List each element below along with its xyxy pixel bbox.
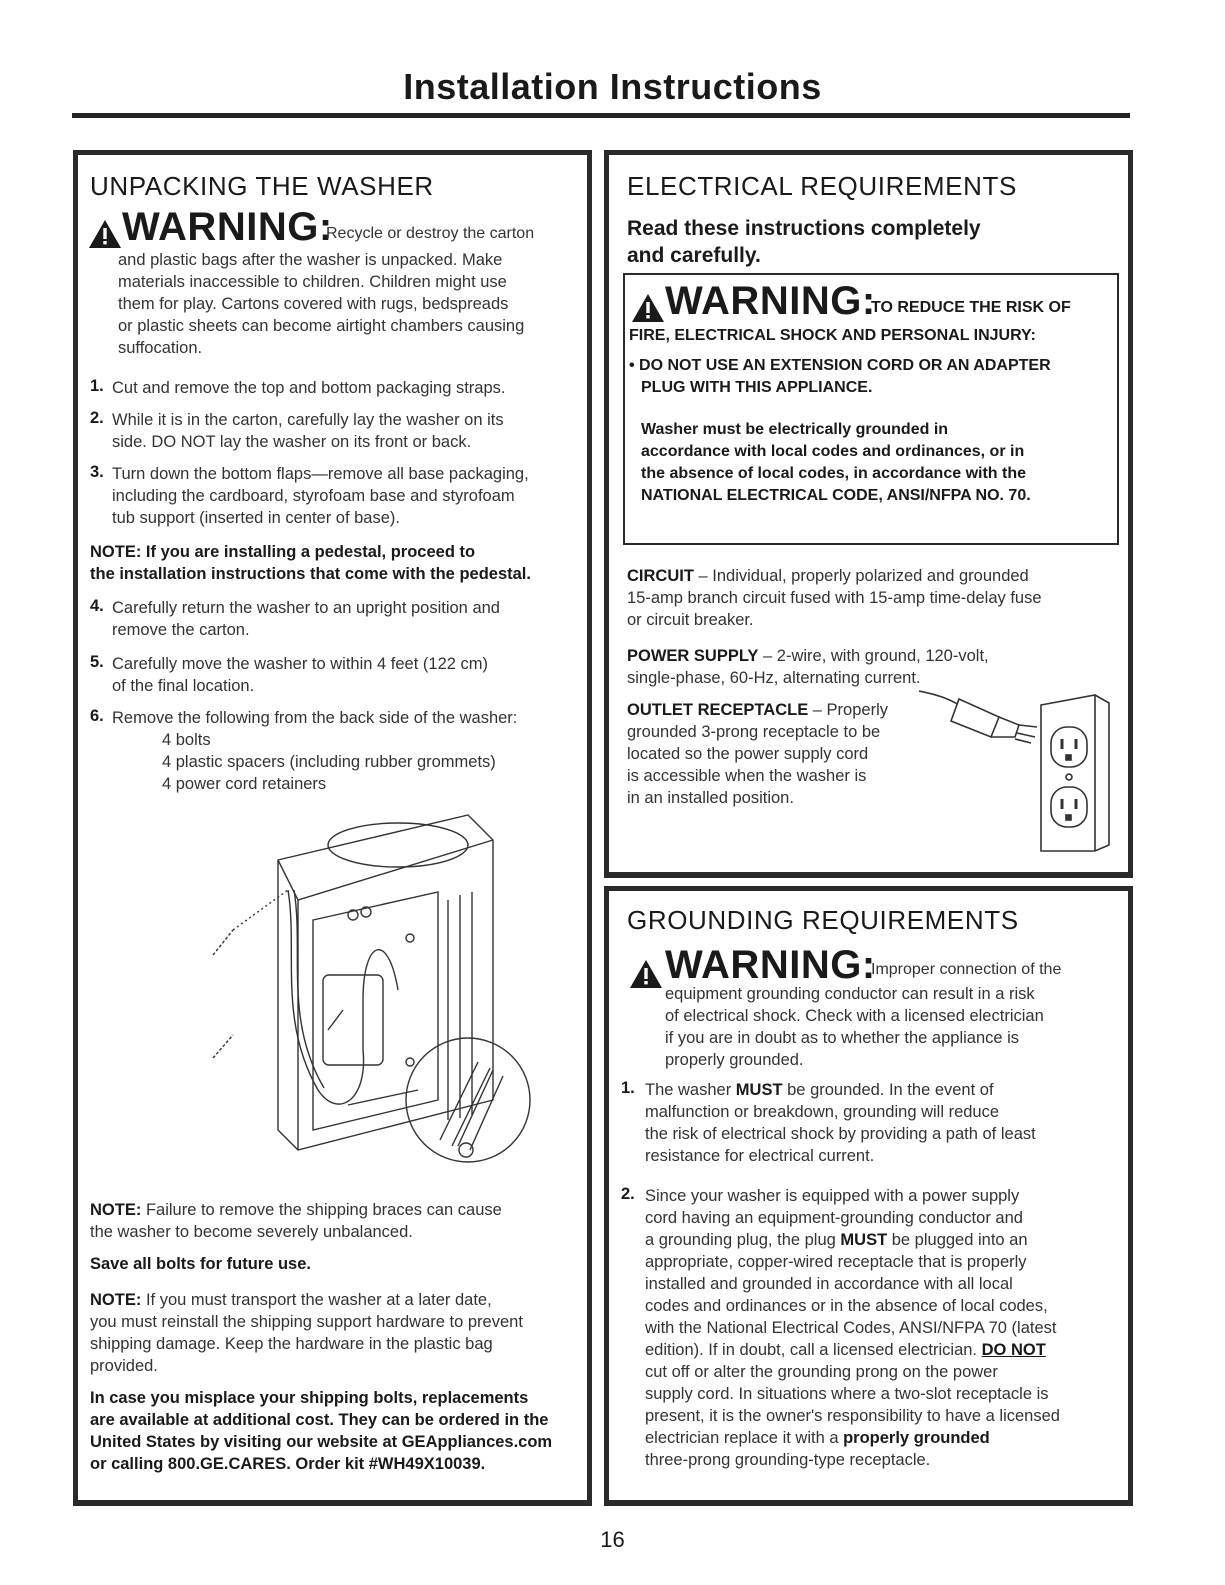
warning-triangle-icon [88, 219, 122, 249]
step-number: 2. [621, 1185, 635, 1203]
step-text: While it is in the carton, carefully lay the washer on its side. DO NOT lay the washer on its front or back. [112, 411, 504, 451]
page-title: Installation Instructions [403, 66, 822, 107]
unpacking-warning-word: WARNING: [122, 205, 333, 249]
save-bolts-note: Save all bolts for future use. [90, 1255, 311, 1273]
step-number: 3. [90, 463, 104, 481]
grounding-warning-word: WARNING: [665, 943, 876, 987]
washer-back-illustration [148, 800, 548, 1200]
warning-triangle-icon [631, 293, 665, 323]
warning-triangle-icon [629, 959, 663, 989]
extension-cord-warning: • DO NOT USE AN EXTENSION CORD OR AN ADAPTER PLUG WITH THIS APPLIANCE. [629, 357, 1051, 396]
electrical-heading: ELECTRICAL REQUIREMENTS [627, 171, 1017, 201]
note-transport: NOTE: If you must transport the washer at a later date, you must reinstall the shipping support hardware to prevent shipping damage. Keep the hardware in the plastic bag provided. [90, 1291, 523, 1375]
step-number: 1. [621, 1079, 635, 1097]
step-number: 2. [90, 409, 104, 427]
step-text: Carefully move the washer to within 4 feet (122 cm) of the final location. [112, 655, 488, 695]
circuit-spec: CIRCUIT – Individual, properly polarized and grounded 15-amp branch circuit fused with 15-amp time-delay fuse or circuit breaker. [627, 567, 1042, 629]
electrical-warning-word: WARNING: [665, 279, 876, 323]
grounding-step-1: The washer MUST be grounded. In the event of malfunction or breakdown, grounding will reduce the risk of electrical shock by providing a path of least resistance for electrical current. [645, 1081, 1036, 1165]
grounding-warning-text: equipment grounding conductor can result in a risk of electrical shock. Check with a licensed electrician if you are in doubt as to whether the appliance is properly grounded. [665, 985, 1044, 1069]
step-number: 4. [90, 597, 104, 615]
step-number: 6. [90, 707, 104, 725]
outlet-receptacle-spec: OUTLET RECEPTACLE – Properly grounded 3-prong receptacle to be located so the power supply cord is accessible when the washer is in an installed position. [627, 701, 888, 807]
note-pedestal: NOTE: If you are installing a pedestal, proceed to the installation instructions that come with the pedestal. [90, 543, 531, 583]
electrical-warning-box [623, 273, 1119, 545]
electrical-section [604, 150, 1133, 878]
unpacking-warning-text: and plastic bags after the washer is unpacked. Make materials inaccessible to children. Children might use them for play. Cartons covered with rugs, bedspreads or plastic sheets can become airtight chambers causing suffocation. [118, 251, 525, 357]
power-supply-spec: POWER SUPPLY – 2-wire, with ground, 120-volt, single-phase, 60-Hz, alternating current. [627, 647, 989, 687]
step-text: Cut and remove the top and bottom packaging straps. [112, 379, 506, 397]
grounding-step-2: Since your washer is equipped with a power supply cord having an equipment-grounding conductor and a grounding plug, the plug MUST be plugged into an appropriate, copper-wired receptacle that is properly installed and grounded in accordance with all local codes and ordinances or in the absence of local codes, with the National Electrical Codes, ANSI/NFPA 70 (latest edition). If in doubt, call a licensed electrician. DO NOT cut off or alter the grounding prong on the power supply cord. In situations where a two-slot receptacle is present, it is the owner's responsibility to have a licensed electrician replace it with a properly grounded three-prong grounding-type receptacle. [645, 1187, 1060, 1469]
remove-items-list: 4 bolts 4 plastic spacers (including rubber grommets) 4 power cord retainers [162, 731, 496, 793]
page-number: 16 [600, 1527, 625, 1552]
electrical-warning-line2: FIRE, ELECTRICAL SHOCK AND PERSONAL INJURY: [629, 327, 1036, 344]
step-text: Remove the following from the back side of the washer: [112, 709, 518, 727]
step-text: Turn down the bottom flaps—remove all base packaging, including the cardboard, styrofoam base and styrofoam tub support (inserted in center of base). [112, 465, 529, 527]
grounding-warning-first: Improper connection of the [871, 961, 1062, 978]
unpacking-heading: UNPACKING THE WASHER [90, 171, 434, 201]
grounded-outlet-illustration [919, 681, 1119, 861]
grounding-requirement-text: Washer must be electrically grounded in accordance with local codes and ordinances, or in the absence of local codes, in accordance with the NATIONAL ELECTRICAL CODE, ANSI/NFPA NO. 70. [641, 421, 1031, 504]
note-braces: NOTE: Failure to remove the shipping braces can cause the washer to become severely unbalanced. [90, 1201, 502, 1241]
electrical-subheading: Read these instructions completely and carefully. [627, 217, 981, 267]
step-number: 5. [90, 653, 104, 671]
electrical-warning-tail: TO REDUCE THE RISK OF [871, 299, 1071, 316]
grounding-section [604, 886, 1133, 1506]
unpacking-section [73, 150, 592, 1506]
misplace-bolts-note: In case you misplace your shipping bolts, replacements are available at additional cost. They can be ordered in the United States by visiting our website at GEAppliances.com or calling 800.GE.CARES. Order kit #WH49X10039. [90, 1389, 553, 1473]
step-text: Carefully return the washer to an upright position and remove the carton. [112, 599, 500, 639]
title-rule [72, 113, 1130, 118]
unpacking-warning-first: Recycle or destroy the carton [326, 225, 535, 242]
grounding-heading: GROUNDING REQUIREMENTS [627, 905, 1019, 935]
step-number: 1. [90, 377, 104, 395]
